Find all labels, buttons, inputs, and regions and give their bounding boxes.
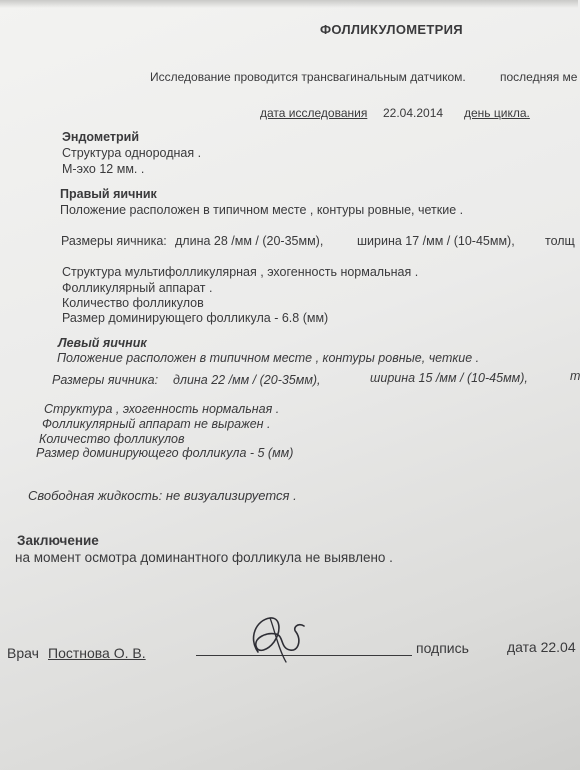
endometrium-structure: Структура однородная . (62, 146, 202, 160)
left-ovary-structure: Структура , эхогенность нормальная . (44, 402, 280, 416)
handwritten-signature (240, 608, 320, 668)
footer-date: дата 22.04 (507, 639, 576, 655)
right-ovary-thickness: толщ (545, 234, 575, 248)
right-ovary-heading: Правый яичник (60, 187, 157, 201)
right-ovary-position: Положение расположен в типичном месте , контуры ровные, четкие . (60, 203, 464, 217)
last-menstruation-label: последняя ме (500, 70, 578, 84)
left-ovary-sizes-label: Размеры яичника: (52, 373, 159, 387)
doctor-label: Врач (7, 645, 39, 661)
conclusion-text: на момент осмотра доминантного фолликула не выявлено . (15, 550, 393, 565)
left-ovary-follicle-count: Количество фолликулов (39, 432, 185, 446)
endometrium-m-echo: М-эхо 12 мм. . (62, 162, 145, 176)
left-ovary-position: Положение расположен в типичном месте , контуры ровные, четкие . (57, 351, 480, 365)
left-ovary-follicular-apparatus: Фолликулярный аппарат не выражен . (42, 417, 271, 431)
signature-label: подпись (416, 640, 469, 656)
page-top-edge (0, 0, 578, 8)
endometrium-heading: Эндометрий (62, 130, 140, 144)
method-text: Исследование проводится трансвагинальным датчиком. (150, 70, 466, 84)
left-ovary-thickness: т (570, 369, 580, 383)
document-title: ФОЛЛИКУЛОМЕТРИЯ (320, 22, 463, 37)
left-ovary-dominant-follicle: Размер доминирующего фолликула - 5 (мм) (36, 446, 294, 460)
conclusion-heading: Заключение (17, 533, 99, 548)
exam-date-value: 22.04.2014 (383, 106, 444, 120)
right-ovary-dominant-follicle: Размер доминирующего фолликула - 6.8 (мм) (62, 311, 329, 325)
left-ovary-heading: Левый яичник (58, 336, 147, 350)
right-ovary-length: длина 28 /мм / (20-35мм), (175, 234, 324, 248)
left-ovary-width: ширина 15 /мм / (10-45мм), (370, 371, 528, 385)
free-fluid: Свободная жидкость: не визуализируется . (28, 488, 297, 503)
left-ovary-length: длина 22 /мм / (20-35мм), (173, 373, 321, 387)
doctor-name: Постнова О. В. (48, 645, 146, 661)
right-ovary-follicular-apparatus: Фолликулярный аппарат . (62, 281, 213, 295)
right-ovary-follicle-count: Количество фолликулов (62, 296, 204, 310)
right-ovary-sizes-label: Размеры яичника: (61, 234, 167, 248)
right-ovary-structure: Структура мультифолликулярная , эхогенность нормальная . (62, 265, 419, 279)
cycle-day-label: день цикла. (464, 106, 530, 120)
exam-date-label: дата исследования (260, 106, 368, 120)
right-ovary-width: ширина 17 /мм / (10-45мм), (357, 234, 515, 248)
